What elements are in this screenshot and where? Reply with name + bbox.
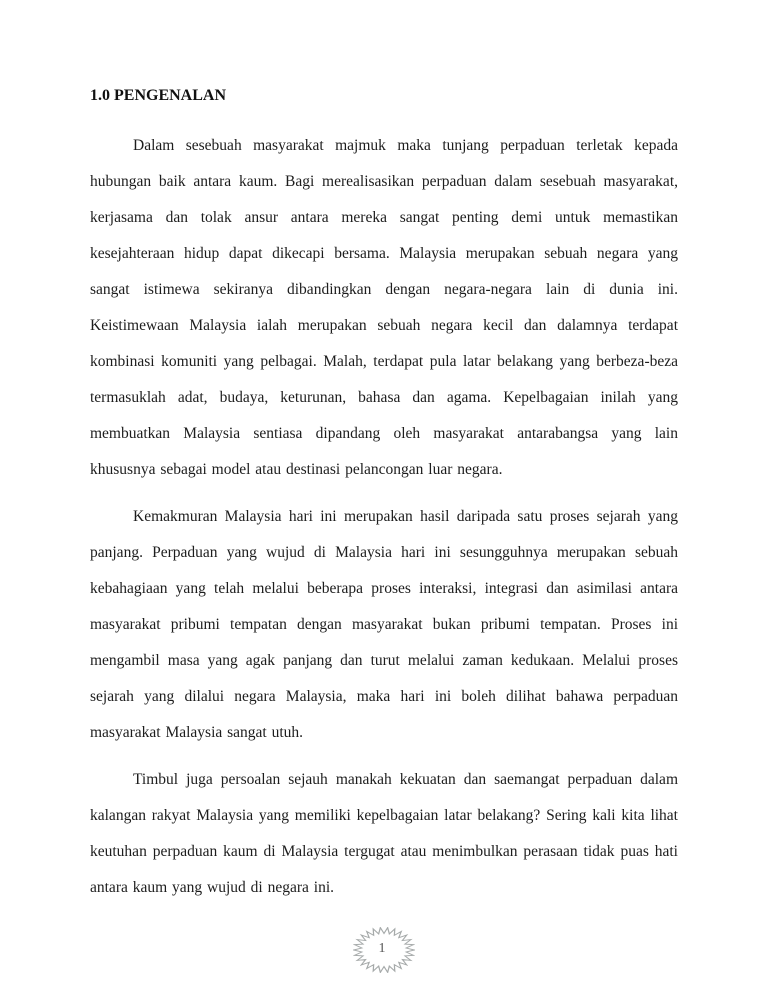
body-text	[90, 128, 678, 906]
page-number: 1	[378, 941, 386, 956]
paragraph: Kemakmuran Malaysia hari ini merupakan hasil daripada satu proses sejarah yang panjang. Perpaduan yang wujud di Malaysia hari ini sesungguhnya merupakan sebuah kebahagiaan yang telah melalui beberapa proses interaksi, integrasi dan asimilasi antara masyarakat pribumi tempatan dengan masyarakat bukan pribumi tempatan. Proses ini mengambil masa yang agak panjang dan turut melalui zaman kedukaan. Melalui proses sejarah yang dilalui negara Malaysia, maka hari ini boleh dilihat bahawa perpaduan masyarakat Malaysia sangat utuh.	[90, 508, 678, 741]
page-content	[90, 86, 678, 906]
paragraph: Timbul juga persoalan sejauh manakah kekuatan dan saemangat perpaduan dalam kalangan rakyat Malaysia yang memiliki kepelbagaian latar belakang? Sering kali kita lihat keutuhan perpaduan kaum di Malaysia tergugat atau menimbulkan perasaan tidak puas hati antara kaum yang wujud di negara ini.	[90, 771, 678, 896]
page-number-seal	[353, 927, 415, 973]
paragraph: Dalam sesebuah masyarakat majmuk maka tunjang perpaduan terletak kepada hubungan baik antara kaum. Bagi merealisasikan perpaduan dalam sesebuah masyarakat, kerjasama dan tolak ansur antara mereka sangat penting demi untuk memastikan kesejahteraan hidup dapat dikecapi bersama. Malaysia merupakan sebuah negara yang sangat istimewa sekiranya dibandingkan dengan negara-negara lain di dunia ini. Keistimewaan Malaysia ialah merupakan sebuah negara kecil dan dalamnya terdapat kombinasi komuniti yang pelbagai. Malah, terdapat pula latar belakang yang berbeza-beza termasuklah adat, budaya, keturunan, bahasa dan agama. Kepelbagaian inilah yang membuatkan Malaysia sentiasa dipandang oleh masyarakat antarabangsa yang lain khususnya sebagai model atau destinasi pelancongan luar negara.	[90, 137, 678, 478]
section-heading: 1.0 PENGENALAN	[90, 87, 227, 104]
